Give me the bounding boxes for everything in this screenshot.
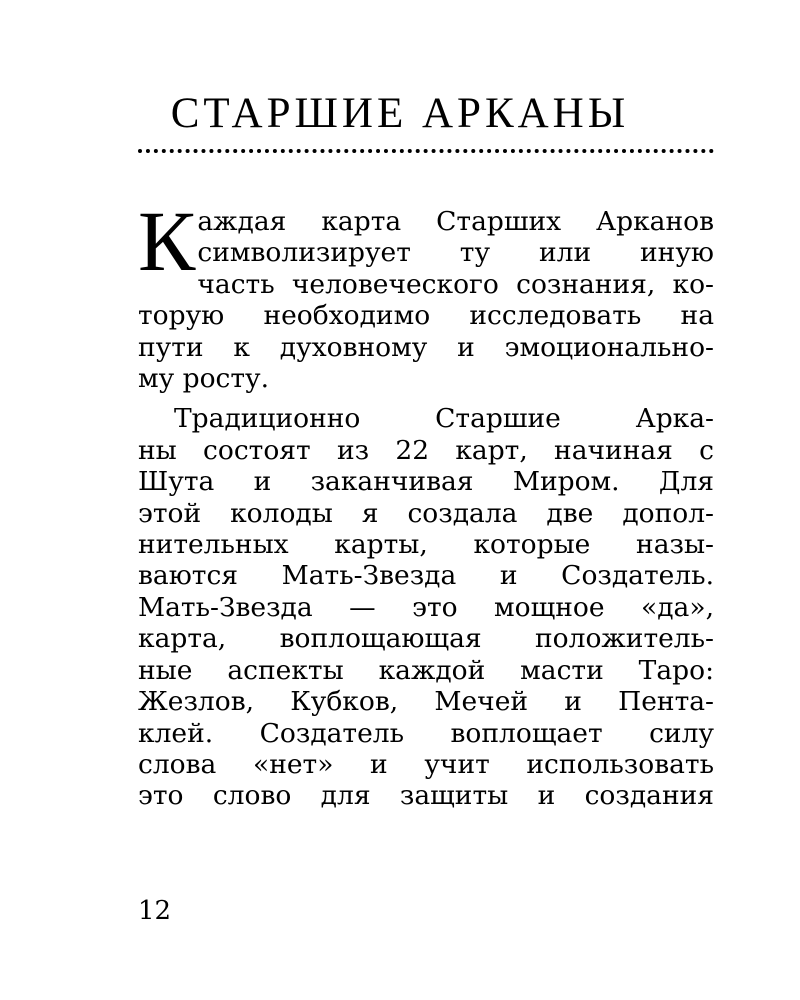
body-text [138,193,714,812]
text-line: часть человеческого сознания, ко- [197,268,714,300]
drop-cap: К [138,193,196,289]
text-line: Традиционно Старшие Арка- [174,403,714,435]
text-line: карта, воплощающая положитель- [138,623,714,655]
text-line: му росту. [138,363,270,395]
text-line: ные аспекты каждой масти Таро: [138,654,714,686]
chapter-title: СТАРШИЕ АРКАНЫ [170,90,630,137]
paragraph-2 [138,403,714,811]
text-line: пути к духовному и эмоционально- [138,331,714,363]
text-line: ны состоят из 22 карт, начиная с [138,434,714,466]
text-line: клей. Создатель воплощает силу [138,717,714,749]
paragraph-1 [138,193,714,395]
text-line: символизирует ту или иную [197,237,714,269]
text-line: этой колоды я создала две допол- [138,497,714,529]
text-line: аждая карта Старших Арканов [197,206,714,237]
text-line: торую необходимо исследовать на [138,300,714,332]
text-line: слова «нет» и учит использовать [138,748,714,780]
text-line: Жезлов, Кубков, Мечей и Пента- [138,686,714,718]
page-number: 12 [138,896,172,926]
dotted-divider [138,149,714,153]
text-line: Шута и заканчивая Миром. Для [138,466,714,498]
text-line: это слово для защиты и создания [138,780,714,812]
text-line: нительных карты, которые назы- [138,529,714,561]
text-line: Мать-Звезда — это мощное «да», [138,591,714,623]
text-line: ваются Мать-Звезда и Создатель. [138,560,714,592]
